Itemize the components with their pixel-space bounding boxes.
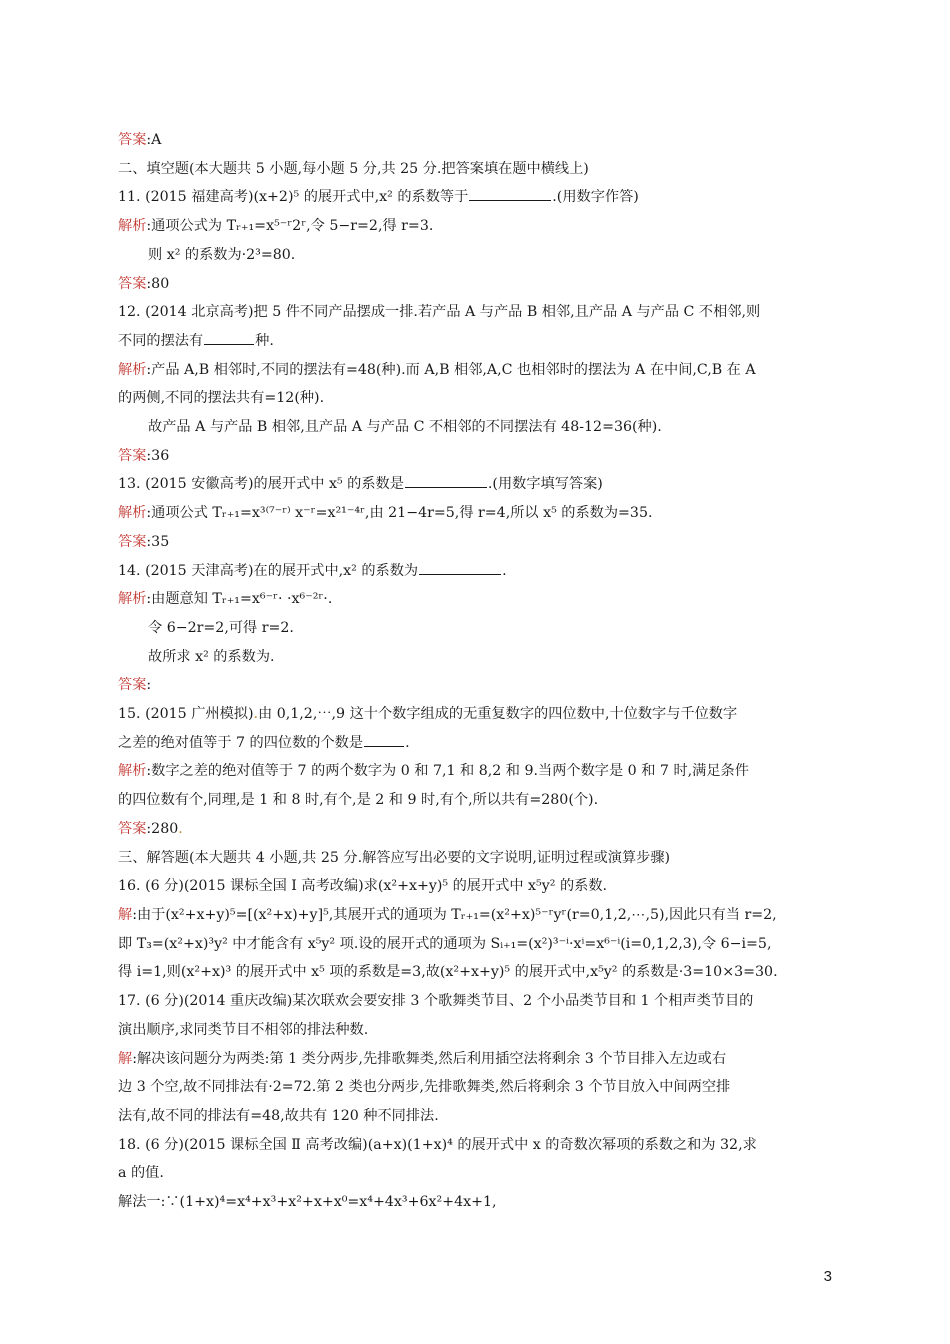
text-line [118,384,836,413]
answer-line [118,126,836,155]
line-text: 12. (2014 北京高考)把 5 件不同产品摆成一排.若产品 A 与产品 B 相邻,且产品 A 与产品 C 不相邻,则 [118,304,761,321]
label: 解 [118,1050,133,1067]
line-text: :80 [146,275,170,292]
text-line [118,327,836,356]
line-text: :由于(x²+x+y)⁵=[(x²+x)+y]⁵,其展开式的通项为 Tᵣ₊₁=(x²+x)⁵⁻ʳyʳ(r=0,1,2,⋯,5),因此只有当 r=2, [132,906,777,923]
line-text: 二、填空题(本大题共 5 小题,每小题 5 分,共 25 分.把答案填在题中横线上) [118,160,589,177]
line-text: 17. (6 分)(2014 重庆改编)某次联欢会要安排 3 个歌舞类节目、2 个小品类节目和 1 个相声类节目的 [118,993,754,1010]
label: 答案 [118,447,147,464]
line-text: 三、解答题(本大题共 4 小题,共 25 分.解答应写出必要的文字说明,证明过程或演算步骤) [118,849,671,866]
question-line [118,557,836,586]
line-text: a 的值. [118,1165,164,1182]
answer-blank [469,186,551,201]
line-text: 16. (6 分)(2015 课标全国 Ⅰ 高考改编)求(x²+x+y)⁵ 的展开式中 x⁵y² 的系数. [118,878,608,895]
line-text: .(用数字填写答案) [487,476,603,493]
line-text: . [502,562,507,579]
solution-line [118,212,836,241]
text-line [118,643,836,672]
text-line [118,241,836,270]
line-text: 边 3 个空,故不同排法有·2=72.第 2 类也分两步,先排歌舞类,然后将剩余 3 个节目放入中间两空排 [118,1079,731,1096]
text-line [118,1073,836,1102]
answer-line [118,442,836,471]
line-text: . [405,734,410,751]
text-line [118,1188,836,1217]
line-text: 15. (2015 广州模拟) [118,706,254,723]
question-line [118,987,836,1016]
line-text: :A [146,132,162,148]
line-text: :280 [146,820,179,837]
text-line [118,786,836,815]
line-text: 故产品 A 与产品 B 相邻,且产品 A 与产品 C 不相邻的不同摆法有 48-12=36(种). [148,419,662,436]
line-text: 11. (2015 福建高考)(x+2)⁵ 的展开式中,x² 的系数等于 [118,189,469,206]
text-line [118,1159,836,1188]
line-text: 种. [255,332,274,349]
label: 解析 [118,218,147,235]
question-line [118,700,836,729]
text-line [118,1102,836,1131]
answer-line [118,270,836,299]
label: 答案 [118,533,147,550]
label: 解 [118,906,133,923]
solution-line [118,499,836,528]
label: 答案 [118,677,147,694]
mark: . [253,706,259,723]
text-line [118,1016,836,1045]
answer-blank [204,330,254,345]
answer-blank [364,732,404,747]
solution-line [118,356,836,385]
page-number: 3 [823,1268,832,1285]
line-text: 即 T₃=(x²+x)³y² 中才能含有 x⁵y² 项.设的展开式的通项为 Sᵢ₊₁=(x²)³⁻ⁱ·xⁱ=x⁶⁻ⁱ(i=0,1,2,3),令 6−i=5, [118,935,772,952]
label: 解析 [118,763,147,780]
label: 解析 [118,505,147,522]
line-text: :数字之差的绝对值等于 7 的两个数字为 0 和 7,1 和 8,2 和 9.当两个数字是 0 和 7 时,满足条件 [146,763,749,780]
line-text: 法有,故不同的排法有=48,故共有 120 种不同排法. [118,1107,439,1124]
line-text: 得 i=1,则(x²+x)³ 的展开式中 x⁵ 项的系数是=3,故(x²+x+y)⁵ 的展开式中,x⁵y² 的系数是·3=10×3=30. [118,964,778,981]
label: 解析 [118,591,147,608]
mark: . [178,820,183,837]
label: 解析 [118,361,147,378]
label: 答案 [118,132,147,148]
line-text: 18. (6 分)(2015 课标全国 Ⅱ 高考改编)(a+x)(1+x)⁴ 的展开式中 x 的奇数次幂项的系数之和为 32,求 [118,1136,757,1153]
line-text: :由题意知 Tᵣ₊₁=x⁶⁻ʳ· ·x⁶⁻²ʳ·. [146,591,333,608]
solution-line [118,585,836,614]
line-text: :通项公式为 Tᵣ₊₁=x⁵⁻ʳ2ʳ,令 5−r=2,得 r=3. [146,218,434,235]
line-text: :35 [146,533,170,550]
text-line [118,729,836,758]
solution-line [118,757,836,786]
line-text: 14. (2015 天津高考)在的展开式中,x² 的系数为 [118,562,419,579]
question-line [118,183,836,212]
line-text: 则 x² 的系数为·2³=80. [148,246,296,263]
answer-blank [419,560,501,575]
question-line [118,298,836,327]
answer-line [118,528,836,557]
question-line [118,470,836,499]
line-text: 的四位数有个,同理,是 1 和 8 时,有个,是 2 和 9 时,有个,所以共有=280(个). [118,792,599,809]
line-text: :产品 A,B 相邻时,不同的摆法有=48(种).而 A,B 相邻,A,C 也相邻时的摆法为 A 在中间,C,B 在 A [146,361,756,378]
line-text: 之差的绝对值等于 7 的四位数的个数是 [118,734,364,751]
label: 答案 [118,820,147,837]
line-text: 令 6−2r=2,可得 r=2. [148,619,294,636]
line-text: 演出顺序,求同类节目不相邻的排法种数. [118,1021,369,1038]
line-text: 由 0,1,2,⋯,9 这十个数字组成的无重复数字的四位数中,十位数字与千位数字 [258,706,738,723]
line-text: 不同的摆法有 [118,332,204,349]
line-text: : [146,677,152,694]
text-line [118,155,836,184]
line-text: 的两侧,不同的摆法共有=12(种). [118,390,325,407]
question-line [118,1131,836,1160]
text-line [118,930,836,959]
line-text: 故所求 x² 的系数为. [148,648,275,665]
question-line [118,872,836,901]
line-text: 解法一:∵(1+x)⁴=x⁴+x³+x²+x+x⁰=x⁴+4x³+6x²+4x+1, [118,1194,497,1211]
answer-line [118,815,836,844]
text-line [118,958,836,987]
text-line [118,844,836,873]
document-page [118,126,836,1217]
text-line [118,614,836,643]
solution-line [118,1045,836,1074]
answer-line [118,671,836,700]
text-line [118,413,836,442]
line-text: :通项公式 Tᵣ₊₁=x³⁽⁷⁻ʳ⁾ x⁻ʳ=x²¹⁻⁴ʳ,由 21−4r=5,得 r=4,所以 x⁵ 的系数为=35. [146,505,653,522]
line-text: :解决该问题分为两类:第 1 类分两步,先排歌舞类,然后利用插空法将剩余 3 个节目排入左边或右 [132,1050,727,1067]
line-text: .(用数字作答) [552,189,639,206]
answer-blank [405,473,487,488]
solution-line [118,901,836,930]
line-text: :36 [146,447,170,464]
line-text: 13. (2015 安徽高考)的展开式中 x⁵ 的系数是 [118,476,404,493]
label: 答案 [118,275,147,292]
